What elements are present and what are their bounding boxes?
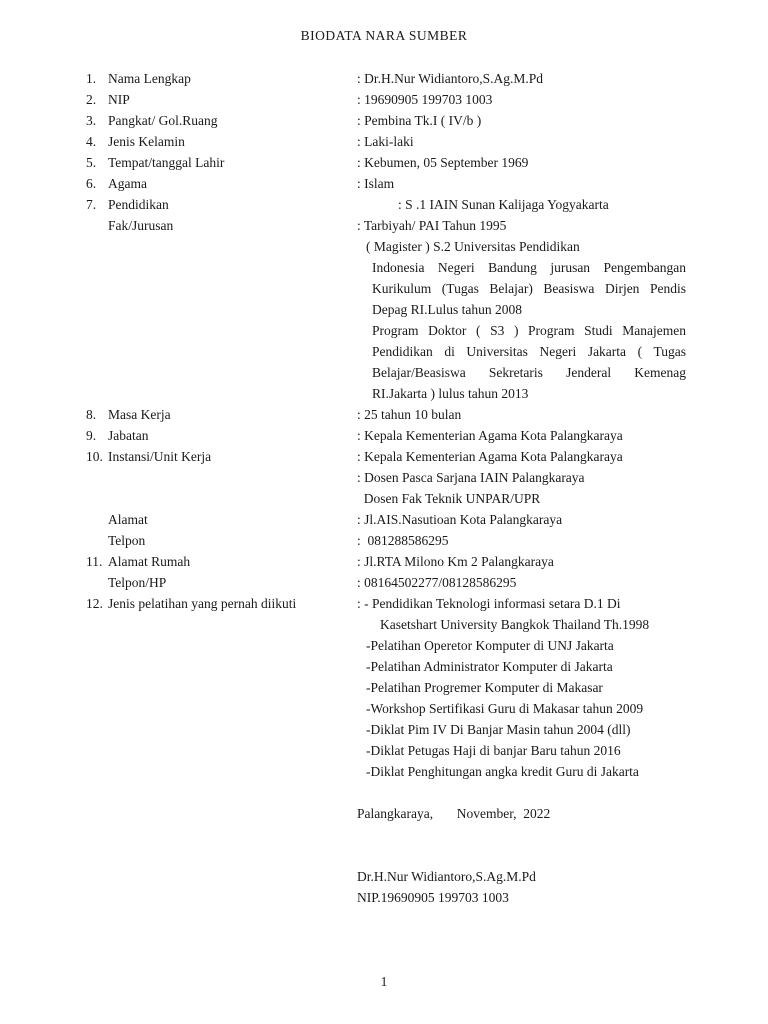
row-value: : Pembina Tk.I ( IV/b ) bbox=[357, 113, 482, 128]
row-number: 4. bbox=[86, 134, 97, 149]
row-number: 11. bbox=[86, 554, 103, 569]
row-label: Jenis pelatihan yang pernah diikuti bbox=[108, 596, 297, 611]
signature-nip: NIP.19690905 199703 1003 bbox=[357, 890, 509, 905]
fak-value: : Tarbiyah/ PAI Tahun 1995 bbox=[357, 218, 507, 233]
training-item: -Pelatihan Progremer Komputer di Makasar bbox=[366, 680, 603, 695]
document-title: BIODATA NARA SUMBER bbox=[300, 28, 468, 43]
row-label: Agama bbox=[108, 176, 147, 191]
instansi-line: Dosen Fak Teknik UNPAR/UPR bbox=[357, 491, 541, 506]
row-label: NIP bbox=[108, 92, 130, 107]
row-value: : Kebumen, 05 September 1969 bbox=[357, 155, 529, 170]
place-date: Palangkaraya, November, 2022 bbox=[357, 806, 551, 821]
education-line: RI.Jakarta ) lulus tahun 2013 bbox=[372, 386, 529, 401]
fak-label: Fak/Jurusan bbox=[108, 218, 174, 233]
row-label: Nama Lengkap bbox=[108, 71, 191, 86]
alamat-value: : Jl.AIS.Nasutioan Kota Palangkaraya bbox=[357, 512, 563, 527]
page-number: 1 bbox=[380, 974, 388, 989]
row-number: 1. bbox=[86, 71, 97, 86]
education-line: Kurikulum (Tugas Belajar) Beasiswa Dirjen Pendis bbox=[372, 281, 686, 296]
training-item: Kasetshart University Bangkok Thailand Th.1998 bbox=[380, 617, 650, 632]
row-label: Tempat/tanggal Lahir bbox=[108, 155, 225, 170]
row-number: 8. bbox=[86, 407, 97, 422]
row-value: : S .1 IAIN Sunan Kalijaga Yogyakarta bbox=[398, 197, 609, 212]
education-line: Indonesia Negeri Bandung jurusan Pengembangan bbox=[372, 260, 686, 275]
training-item: -Diklat Penghitungan angka kredit Guru di Jakarta bbox=[366, 764, 639, 779]
education-line: Program Doktor ( S3 ) Program Studi Manajemen bbox=[372, 323, 686, 338]
instansi-line: : Dosen Pasca Sarjana IAIN Palangkaraya bbox=[357, 470, 585, 485]
row-number: 2. bbox=[86, 92, 97, 107]
education-line: Pendidikan di Universitas Negeri Jakarta ( Tugas bbox=[372, 344, 686, 359]
hp-value: : 08164502277/08128586295 bbox=[357, 575, 517, 590]
row-label: Instansi/Unit Kerja bbox=[108, 449, 212, 464]
row-number: 6. bbox=[86, 176, 97, 191]
row-number: 3. bbox=[86, 113, 97, 128]
row-value: : Dr.H.Nur Widiantoro,S.Ag.M.Pd bbox=[357, 71, 543, 86]
row-label: Jenis Kelamin bbox=[108, 134, 185, 149]
alamat-label: Alamat bbox=[108, 512, 148, 527]
row-number: 12. bbox=[86, 596, 103, 611]
education-line: ( Magister ) S.2 Universitas Pendidikan bbox=[366, 239, 580, 254]
signature-name: Dr.H.Nur Widiantoro,S.Ag.M.Pd bbox=[357, 869, 536, 884]
education-line: Depag RI.Lulus tahun 2008 bbox=[372, 302, 522, 317]
training-item: -Diklat Petugas Haji di banjar Baru tahun 2016 bbox=[366, 743, 621, 758]
row-label: Alamat Rumah bbox=[108, 554, 191, 569]
row-label: Masa Kerja bbox=[108, 407, 171, 422]
row-value: : Kepala Kementerian Agama Kota Palangkaraya bbox=[357, 428, 623, 443]
training-item: -Diklat Pim IV Di Banjar Masin tahun 2004 (dll) bbox=[366, 722, 631, 737]
education-line: Belajar/Beasiswa Sekretaris Jenderal Kemenag bbox=[372, 365, 686, 380]
row-value: : Islam bbox=[357, 176, 395, 191]
training-item: -Pelatihan Administrator Komputer di Jakarta bbox=[366, 659, 613, 674]
training-item: -Pelatihan Operetor Komputer di UNJ Jakarta bbox=[366, 638, 614, 653]
telpon-value: : 081288586295 bbox=[357, 533, 449, 548]
row-number: 9. bbox=[86, 428, 97, 443]
row-value: : Laki-laki bbox=[357, 134, 414, 149]
row-label: Pendidikan bbox=[108, 197, 169, 212]
hp-label: Telpon/HP bbox=[108, 575, 167, 590]
telpon-label: Telpon bbox=[108, 533, 146, 548]
row-value: : 25 tahun 10 bulan bbox=[357, 407, 462, 422]
row-value: : Jl.RTA Milono Km 2 Palangkaraya bbox=[357, 554, 554, 569]
row-number: 5. bbox=[86, 155, 97, 170]
training-item: -Workshop Sertifikasi Guru di Makasar tahun 2009 bbox=[366, 701, 644, 716]
row-value: : 19690905 199703 1003 bbox=[357, 92, 493, 107]
row-number: 7. bbox=[86, 197, 97, 212]
row-value: : Kepala Kementerian Agama Kota Palangkaraya bbox=[357, 449, 623, 464]
row-label: Jabatan bbox=[108, 428, 149, 443]
row-label: Pangkat/ Gol.Ruang bbox=[108, 113, 218, 128]
row-number: 10. bbox=[86, 449, 103, 464]
training-item: : - Pendidikan Teknologi informasi setara D.1 Di bbox=[357, 596, 621, 611]
